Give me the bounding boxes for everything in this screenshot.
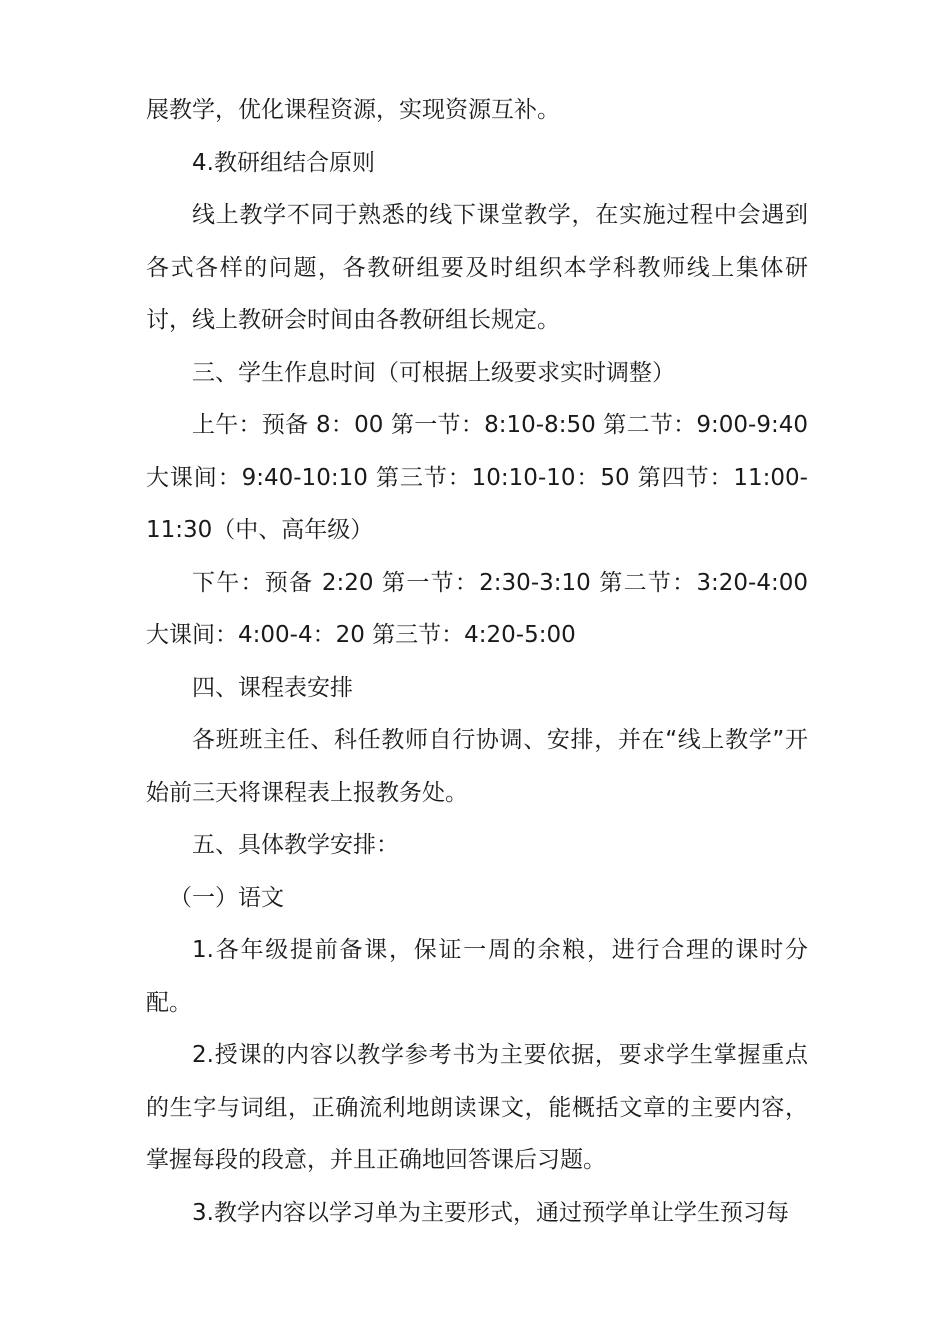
paragraph-principle-4-body: 线上教学不同于熟悉的线下课堂教学，在实施过程中会遇到各式各样的问题，各教研组要及时组织本学科教师线上集体研讨，线上教研会时间由各教研组长规定。 (146, 202, 808, 333)
paragraph-continuation: 展教学，优化课程资源，实现资源互补。 (146, 97, 560, 123)
heading-principle-4: 4.教研组结合原则 (192, 149, 375, 176)
paragraph-item-2: 2.授课的内容以教学参考书为主要依据，要求学生掌握重点的生字与词组，正确流利地朗读课文，能概括文章的主要内容，掌握每段的段意，并且正确地回答课后习题。 (146, 1042, 808, 1173)
heading-section-4: 四、课程表安排 (192, 674, 353, 701)
paragraph-afternoon-schedule: 下午：预备 2:20 第一节：2:30-3:10 第二节：3:20-4:00 大课间：4:00-4：20 第三节：4:20-5:00 (146, 569, 808, 648)
heading-section-5: 五、具体教学安排： (192, 832, 399, 858)
paragraph-item-1: 1.各年级提前备课，保证一周的余粮，进行合理的课时分配。 (146, 937, 808, 1016)
subheading-chinese: （一）语文 (169, 884, 284, 911)
heading-section-3: 三、学生作息时间（可根据上级要求实时调整） (192, 359, 675, 386)
document-body (146, 84, 808, 1239)
paragraph-section-4-body: 各班班主任、科任教师自行协调、安排，并在“线上教学”开始前三天将课程表上报教务处。 (146, 727, 808, 806)
paragraph-morning-schedule: 上午：预备 8：00 第一节：8:10-8:50 第二节：9:00-9:40 大课间：9:40-10:10 第三节：10:10-10：50 第四节：11:00-11:30（中、高年级） (146, 412, 808, 543)
paragraph-item-3: 3.教学内容以学习单为主要形式，通过预学单让学生预习每 (192, 1199, 789, 1226)
